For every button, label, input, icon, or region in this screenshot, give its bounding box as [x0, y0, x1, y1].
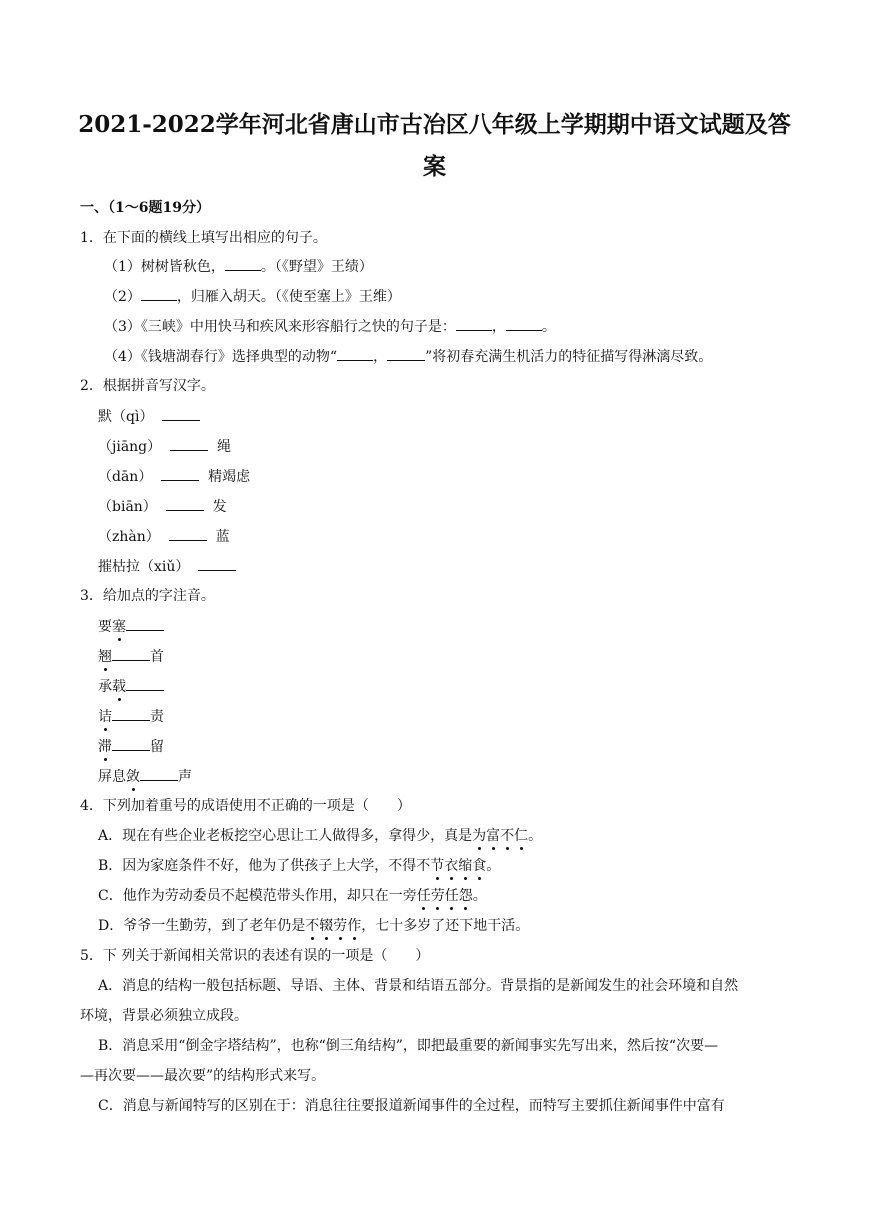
q3-item-3	[98, 676, 164, 697]
word-part: 承	[98, 679, 112, 695]
q3-item-1	[98, 616, 164, 637]
pinyin-prompt: （zhàn）	[98, 529, 160, 545]
answer-blank[interactable]	[506, 316, 542, 331]
emphasized-char: 不	[500, 828, 515, 844]
q4-option-c[interactable]	[98, 886, 487, 906]
q4-option-b[interactable]	[98, 856, 500, 876]
q1-item-4-comma: ，	[373, 349, 388, 365]
exam-title: 2021-2022学年河北省唐山市古冶区八年级上学期期中语文试题及答	[78, 111, 791, 138]
q2-item-6	[98, 556, 236, 577]
dotted-char: 翘	[98, 649, 112, 665]
emphasized-char: 任	[444, 888, 459, 904]
q2-stem: 2．根据拼音写汉字。	[80, 378, 215, 394]
answer-blank[interactable]	[112, 736, 150, 751]
emphasized-char: 作	[347, 918, 362, 934]
q1-item-2-label: （2）	[104, 289, 141, 305]
answer-blank[interactable]	[140, 766, 178, 781]
q3-item-2	[98, 646, 164, 667]
q3-item-4	[98, 706, 164, 727]
q1-item-1-source: 。（《野望》王绩）	[260, 259, 373, 275]
word-part: 屏息	[98, 769, 126, 785]
q2-item-5	[98, 526, 230, 547]
word-rest: 绳	[216, 439, 231, 455]
word-part: 责	[150, 709, 164, 725]
section-heading: 一、（1～6题19分）	[80, 200, 210, 216]
q1-stem: 1．在下面的横线上填写出相应的句子。	[80, 230, 327, 246]
emphasized-char: 为	[472, 828, 487, 844]
q1-item-3-comma: ，	[491, 319, 506, 335]
q3-item-5	[98, 736, 164, 757]
answer-blank[interactable]	[126, 676, 164, 691]
emphasized-char: 节	[430, 858, 445, 874]
answer-blank[interactable]	[112, 646, 150, 661]
dotted-char: 载	[112, 679, 126, 695]
answer-blank[interactable]	[126, 616, 164, 631]
q4-stem: 4．下列加着重号的成语使用不正确的一项是（ ）	[80, 798, 411, 814]
dotted-char: 滞	[98, 739, 112, 755]
option-tail: 。	[486, 858, 501, 874]
q4-option-a[interactable]	[98, 826, 542, 846]
emphasized-char: 缩	[458, 858, 473, 874]
option-text: D．爷爷一生勤劳，到了老年仍是	[98, 918, 306, 934]
answer-blank[interactable]	[170, 436, 208, 451]
word-part: 首	[150, 649, 164, 665]
word-part: 要	[98, 619, 112, 635]
q2-item-2	[98, 436, 231, 457]
answer-blank[interactable]	[112, 706, 150, 721]
pinyin-prompt: 摧枯拉（xiǔ）	[98, 559, 190, 575]
q5-option-a-cont: 环境，背景必须独立成段。	[80, 1008, 248, 1024]
emphasized-char: 不	[305, 918, 320, 934]
answer-blank[interactable]	[387, 346, 425, 361]
answer-blank[interactable]	[141, 286, 177, 301]
dotted-char: 敛	[126, 769, 140, 785]
emphasized-char: 食	[472, 858, 487, 874]
answer-blank[interactable]	[456, 316, 492, 331]
emphasized-char: 劳	[430, 888, 445, 904]
pinyin-prompt: （jiāng）	[98, 439, 162, 455]
q5-option-c[interactable]: C．消息与新闻特写的区别在于：消息往往要报道新闻事件的全过程，而特写主要抓住新闻事件中富有	[98, 1098, 725, 1114]
pinyin-prompt: （biān）	[98, 499, 157, 515]
emphasized-char: 劳	[333, 918, 348, 934]
pinyin-prompt: （dān）	[98, 469, 153, 485]
q1-item-4-text: （4）《钱塘湖春行》选择典型的动物“	[104, 349, 338, 365]
q1-item-4	[104, 346, 712, 367]
answer-blank[interactable]	[162, 406, 200, 421]
q1-item-1	[104, 256, 373, 277]
q1-item-4-tail: ”将初春充满生机活力的特征描写得淋漓尽致。	[425, 349, 713, 365]
answer-blank[interactable]	[198, 556, 236, 571]
q2-item-4	[98, 496, 227, 517]
word-rest: 精竭虑	[208, 469, 251, 485]
emphasized-char: 仁	[514, 828, 529, 844]
q5-option-b-cont: —再次要——最次要”的结构形式来写。	[80, 1068, 326, 1084]
word-rest: 发	[212, 499, 227, 515]
q1-item-3	[104, 316, 556, 337]
word-part: 声	[178, 769, 192, 785]
q3-item-6	[98, 766, 192, 787]
dotted-char: 塞	[112, 619, 126, 635]
q1-item-2	[104, 286, 401, 307]
q1-item-3-period: 。	[541, 319, 556, 335]
q2-item-1	[98, 406, 200, 427]
q5-option-a[interactable]: A．消息的结构一般包括标题、导语、主体、背景和结语五部分。背景指的是新闻发生的社会环境和自然	[98, 978, 739, 994]
answer-blank[interactable]	[169, 526, 207, 541]
option-text: B．因为家庭条件不好，他为了供孩子上大学，不得不	[98, 858, 431, 874]
pinyin-prompt: 默（qì）	[98, 409, 154, 425]
option-tail: 。	[472, 888, 487, 904]
answer-blank[interactable]	[337, 346, 373, 361]
q1-item-3-text: （3）《三峡》中用快马和疾风来形容船行之快的句子是：	[104, 319, 456, 335]
emphasized-char: 辍	[319, 918, 334, 934]
q4-option-d[interactable]	[98, 916, 529, 936]
option-text: A．现在有些企业老板挖空心思让工人做得多，拿得少，真是	[98, 828, 473, 844]
q5-option-b[interactable]: B．消息采用“倒金字塔结构”，也称“倒三角结构”，即把最重要的新闻事实先写出来，然后按“次要—	[98, 1038, 719, 1054]
q1-item-1-text: （1）树树皆秋色，	[104, 259, 225, 275]
emphasized-char: 怨	[458, 888, 473, 904]
exam-title-continued: 案	[423, 153, 446, 180]
word-part: 留	[150, 739, 164, 755]
dotted-char: 诘	[98, 709, 112, 725]
answer-blank[interactable]	[161, 466, 199, 481]
option-tail: 。	[528, 828, 543, 844]
option-text: C．他作为劳动委员不起模范带头作用，却只在一旁	[98, 888, 417, 904]
emphasized-char: 富	[486, 828, 501, 844]
q2-item-3	[98, 466, 250, 487]
emphasized-char: 衣	[444, 858, 459, 874]
word-rest: 蓝	[215, 529, 230, 545]
q5-stem: 5．下 列关于新闻相关常识的表述有误的一项是（ ）	[80, 948, 430, 964]
option-tail: ，七十多岁了还下地干活。	[361, 918, 530, 934]
answer-blank[interactable]	[225, 256, 261, 271]
answer-blank[interactable]	[166, 496, 204, 511]
q1-item-2-text: ，归雁入胡天。（《使至塞上》王维）	[176, 289, 401, 305]
emphasized-char: 任	[416, 888, 431, 904]
q3-stem: 3．给加点的字注音。	[80, 588, 215, 604]
